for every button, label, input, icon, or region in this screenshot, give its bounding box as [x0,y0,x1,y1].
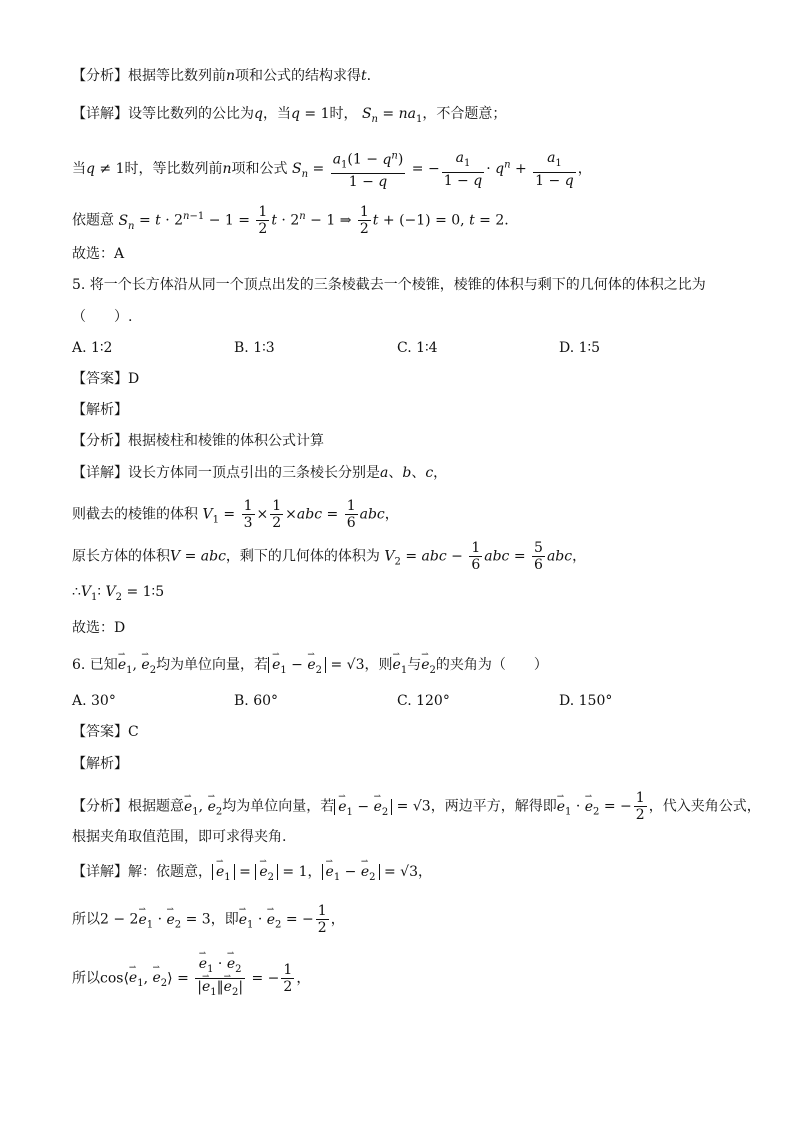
q6-detail-line-2: 所以2 − 2⇀ $e_1$ · ⇀ $e_2 = 3$，即⇀ $e_1$ · ⇀ $e_2$ = − $\frac{1}{2}$ ， [72,903,345,936]
q6-detail-line-3: 所以cos⟨⇀ $e_1$, ⇀ $e_2⟩$ = ⇀ $\frac{e_1 \cdot ⇀ e_2}{|⇀ e_1‖⇀ e_2|}$ = − $\frac{1}{2}$ ， [72,956,310,1001]
q6-option-b: B. 60° [234,693,279,709]
q6-answer-line [72,722,139,742]
detail-tag: 【详解】 [72,106,128,122]
q4-analysis-line [72,66,371,86]
detail-tag: 【详解】 [72,465,128,481]
q5-detail-line-4: $\therefore V_1∶$ $V_2$ = 1∶5 [72,584,165,603]
q6-jiexi-tag: 【解析】 [72,756,128,772]
q5-option-b: B. 1∶3 [234,340,275,356]
answer-value: C [128,724,139,740]
analysis-tag: 【分析】 [72,433,128,449]
q5-answer-line [72,369,139,389]
q6-option-d: D. 150° [559,693,613,709]
analysis-tag: 【分析】 [72,798,128,815]
q5-jiexi-tag: 【解析】 [72,402,128,418]
q6-detail-line-1: 【详解】解：依题意，⇀ $e_1$ = ⇀ $e_2 = 1$，⇀ $e_1$ − ⇀ $e_2 = √3$， [72,862,432,888]
q5-stem: 5. 将一个长方体沿从同一个顶点出发的三条棱截去一个棱锥，棱锥的体积与剩下的几何体的体积之比为 [72,277,706,293]
q4-choice: 故选：A [72,246,125,262]
q5-option-a: A. 1∶2 [72,340,113,356]
detail-tag: 【详解】 [72,864,128,880]
q5-option-d: D. 1∶5 [559,340,601,356]
analysis-text: 根据等比数列前n项和公式的结构求得t. [128,68,372,84]
analysis-text: 根据棱柱和棱锥的体积公式计算 [128,433,324,449]
analysis-tag: 【分析】 [72,68,128,84]
q6-analysis-line-1: 【分析】根据题意⇀ $e_1$, ⇀ $e_2$均为单位向量，若⇀ $e_1$ − ⇀ $e_2 = √3$，两边平方，解得即⇀ $e_1$ · ⇀ $e_2$ = − $\frac{1}{2}$ ，代入夹角公式， [72,790,761,823]
q5-analysis-line [72,431,324,451]
q5-detail-line-1: 【详解】设长方体同一顶点引出的三条棱长分别是a、b、c， [72,465,448,481]
q6-option-a: A. 30° [72,693,116,709]
q6-analysis-line-2: 根据夹角取值范围，即可求得夹角. [72,829,287,845]
answer-value: D [128,371,140,387]
q5-detail-line-3: 原长方体的体积V = abc，剩下的几何体的体积为 $V_2$ = abc − $\frac{1}{6}$ abc = $\frac{5}{6}$ abc， [72,540,587,573]
q4-detail-line-3: 依题意 $S_n = t \cdot 2^{n-1} - 1$ = $\frac{1}{2}$ $t \cdot 2^n - 1$ ⇒ $\frac{1}{2}$ t + (−1) = 0, t = 2. [72,204,509,237]
q5-option-c: C. 1∶4 [397,340,438,356]
answer-tag: 【答案】 [72,724,128,740]
q4-detail-line-2: 当q ≠ 1时，等比数列前n项和公式 $S_n$ = $\frac{a_1(1 - q^n)}{1 - q}$ = − $\frac{a_1}{1 - q}$ · $q^n$ + $\frac{a_1}{1 - q}$ ， [72,149,592,191]
q5-detail-line-2: 则截去的棱锥的体积 $V_1$ = $\frac{1}{3}$ × $\frac{1}{2}$ ×abc = $\frac{1}{6}$ abc， [72,498,399,531]
q6-stem: 6. 已知⇀ $e_1$, ⇀ $e_2$均为单位向量，若⇀ $e_1$ − ⇀ $e_2 = √3$，则⇀ $e_1$与⇀ $e_2$的夹角为（ ） [72,655,548,681]
q4-detail-line-1: 【详解】设等比数列的公比为q，当q = 1时， $S_n = na_1$，不合题意； [72,106,507,125]
q5-choice: 故选：D [72,620,126,636]
answer-tag: 【答案】 [72,371,128,387]
q5-stem-cont: （ ）. [72,309,133,325]
q6-option-c: C. 120° [397,693,450,709]
